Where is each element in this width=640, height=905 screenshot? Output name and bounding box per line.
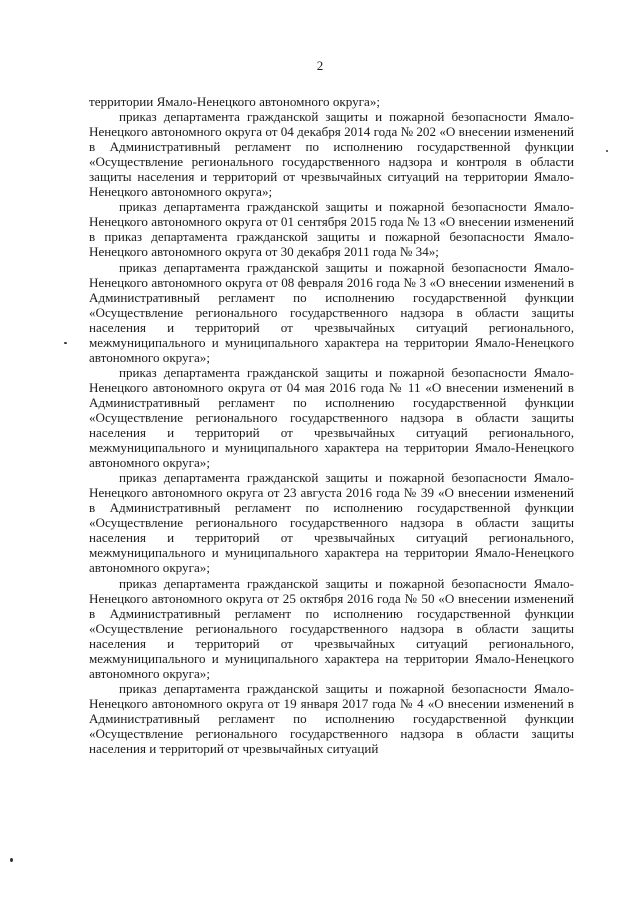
order-paragraph: приказ департамента гражданской защиты и пожарной безопасности Ямало-Ненецкого автономного округа от 19 января 2017 года № 4 «О внесении изменений в Административный регламент по исполнению государственной функции «Осуществление регионального государственного надзора в области защиты населения и территорий от чрезвычайных ситуаций xyxy=(89,680,574,757)
order-paragraph: приказ департамента гражданской защиты и пожарной безопасности Ямало-Ненецкого автономного округа от 04 мая 2016 года № 11 «О внесении изменений в Административный регламент по исполнению государственной функции «Осуществление регионального государственного надзора в области защиты населения и территорий от чрезвычайных ситуаций регионального, межмуниципального и муниципального характера на территории Ямало-Ненецкого автономного округа»; xyxy=(89,364,574,471)
order-paragraph: приказ департамента гражданской защиты и пожарной безопасности Ямало-Ненецкого автономного округа от 23 августа 2016 года № 39 «О внесении изменений в Административный регламент по исполнению государственной функции «Осуществление регионального государственного надзора в области защиты населения и территорий от чрезвычайных ситуаций регионального, межмуниципального и муниципального характера на территории Ямало-Ненецкого автономного округа»; xyxy=(89,470,574,576)
page-number: 2 xyxy=(316,58,324,73)
paragraph-continuation: территории Ямало-Ненецкого автономного округа»; xyxy=(89,94,381,109)
scan-speck xyxy=(64,342,67,344)
order-paragraph: приказ департамента гражданской защиты и пожарной безопасности Ямало-Ненецкого автономного округа от 01 сентября 2015 года № 13 «О внесении изменений в приказ департамента гражданской защиты и пожарной безопасности Ямало-Ненецкого автономного округа от 30 декабря 2011 года № 34»; xyxy=(89,199,574,260)
order-paragraph: приказ департамента гражданской защиты и пожарной безопасности Ямало-Ненецкого автономного округа от 25 октября 2016 года № 50 «О внесении изменений в Административный регламент по исполнению государственной функции «Осуществление регионального государственного надзора в области защиты населения и территорий от чрезвычайных ситуаций регионального, межмуниципального и муниципального характера на территории Ямало-Ненецкого автономного округа»; xyxy=(89,575,574,681)
order-paragraph: приказ департамента гражданской защиты и пожарной безопасности Ямало-Ненецкого автономного округа от 04 декабря 2014 года № 202 «О внесении изменений в Административный регламент по исполнению государственной функции «Осуществление регионального государственного надзора и контроля в области защиты населения и территорий от чрезвычайных ситуаций на территории Ямало-Ненецкого автономного округа»; xyxy=(89,109,574,200)
order-paragraph: приказ департамента гражданской защиты и пожарной безопасности Ямало-Ненецкого автономного округа от 08 февраля 2016 года № 3 «О внесении изменений в Административный регламент по исполнению государственной функции «Осуществление регионального государственного надзора в области защиты населения и территорий от чрезвычайных ситуаций регионального, межмуниципального и муниципального характера на территории Ямало-Ненецкого автономного округа»; xyxy=(89,259,574,365)
document-body xyxy=(89,94,574,756)
scan-speck xyxy=(606,150,608,152)
scan-speck xyxy=(10,858,13,862)
